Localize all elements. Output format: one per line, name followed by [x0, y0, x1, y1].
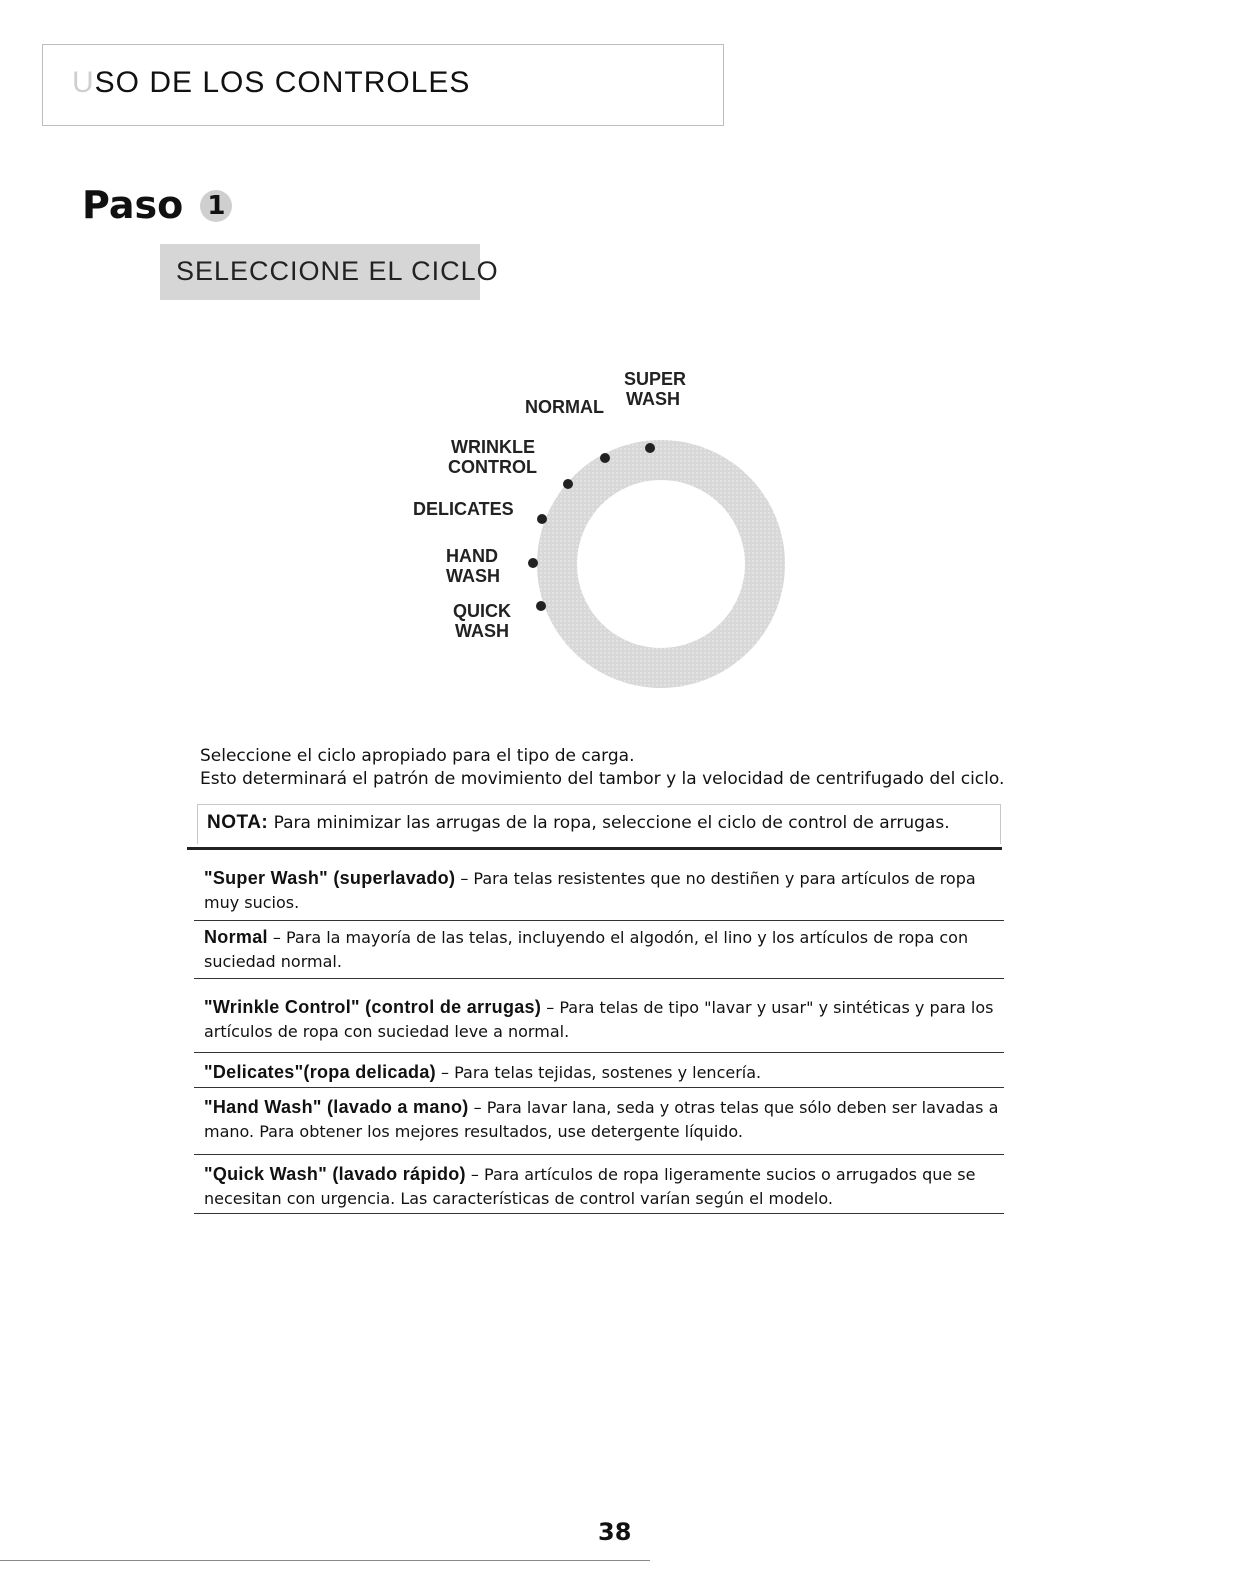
note-body: Para minimizar las arrugas de la ropa, seleccione el ciclo de control de arrugas. — [268, 813, 950, 833]
cycle-quick-wash: "Quick Wash" (lavado rápido) – Para artículos de ropa ligeramente sucios o arrugados que se necesitan con urgencia. Las características de control varían según el modelo. — [204, 1164, 976, 1208]
cycle-wrinkle-control: "Wrinkle Control" (control de arrugas) – Para telas de tipo "lavar y usar" y sintéticas y para los artículos de ropa con suciedad leve a normal. — [204, 997, 994, 1041]
divider — [194, 920, 1004, 921]
dial-label-quick-wash-line2: WASH — [455, 621, 509, 641]
note — [207, 812, 950, 834]
step-banner-title: SELECCIONE EL CICLO — [176, 256, 499, 286]
dial-label-hand-wash-line2: WASH — [446, 566, 500, 586]
divider — [194, 1154, 1004, 1155]
intro-text: Seleccione el ciclo apropiado para el tipo de carga. Esto determinará el patrón de movimiento del tambor y la velocidad de centrifugado del ciclo. — [200, 746, 1005, 789]
divider — [194, 1087, 1004, 1088]
divider — [194, 1213, 1004, 1214]
dial-dot-wrinkle-control — [563, 479, 573, 489]
section-title: USO DE LOS CONTROLES — [72, 66, 471, 99]
dial-dot-quick-wash — [536, 601, 546, 611]
dial-dot-delicates — [537, 514, 547, 524]
dial-label-super-wash-line2: WASH — [626, 389, 680, 409]
note-label: NOTA: — [207, 812, 269, 833]
step-heading: Paso 1 — [82, 183, 232, 227]
divider — [187, 847, 1002, 850]
divider — [194, 978, 1004, 979]
dial-ring — [557, 460, 765, 668]
dial-dot-super-wash — [645, 443, 655, 453]
cycle-normal: Normal – Para la mayoría de las telas, incluyendo el algodón, el lino y los artículos de ropa con suciedad normal. — [204, 927, 969, 971]
dial-label-quick-wash-line1: QUICK — [453, 601, 511, 621]
step-number-badge: 1 — [200, 190, 232, 222]
page-number: 38 — [598, 1518, 632, 1546]
dial-dot-normal — [600, 453, 610, 463]
cycle-delicates: "Delicates"(ropa delicada) – Para telas tejidas, sostenes y lencería. — [204, 1062, 762, 1082]
divider — [194, 1052, 1004, 1053]
dial-dot-hand-wash — [528, 558, 538, 568]
cycle-dial — [0, 0, 1237, 720]
footer-rule — [0, 1560, 650, 1561]
dial-label-super-wash-line1: SUPER — [624, 369, 687, 389]
dial-label-delicates: DELICATES — [413, 499, 514, 519]
dial-label-normal: NORMAL — [525, 397, 604, 417]
dial-label-wrinkle-control-line2: CONTROL — [448, 457, 537, 477]
cycle-hand-wash: "Hand Wash" (lavado a mano) – Para lavar lana, seda y otras telas que sólo deben ser lavadas a mano. Para obtener los mejores resultados, use detergente líquido. — [204, 1097, 999, 1141]
cycle-super-wash: "Super Wash" (superlavado) – Para telas resistentes que no destiñen y para artículos de ropa muy sucios. — [204, 868, 976, 912]
dial-label-wrinkle-control-line1: WRINKLE — [451, 437, 535, 457]
dial-label-hand-wash-line1: HAND — [446, 546, 498, 566]
